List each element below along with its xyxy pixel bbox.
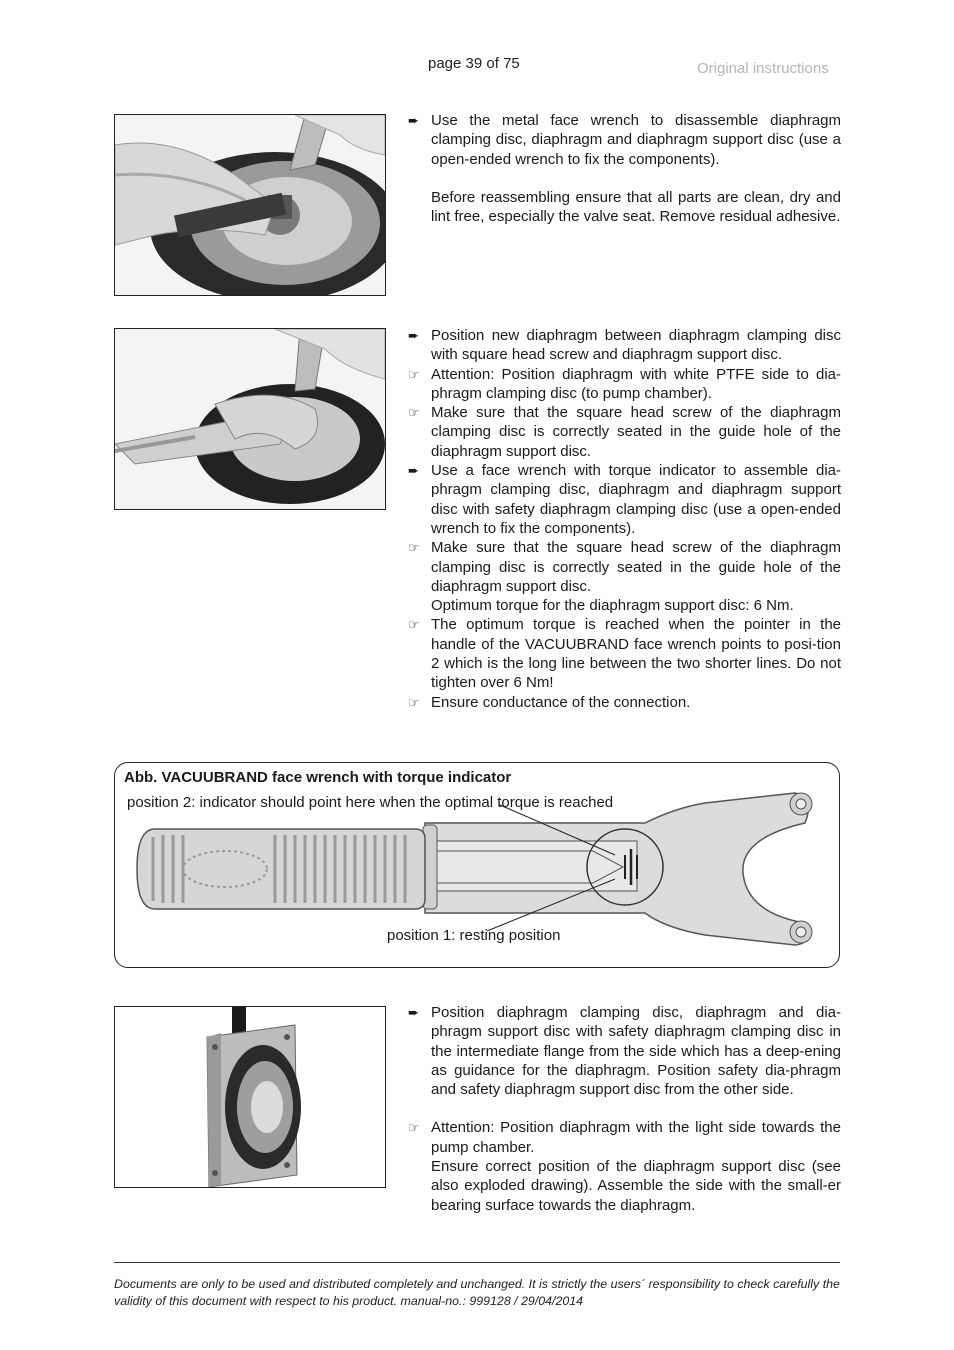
list-item-text: Make sure that the square head screw of the diaphragm clamping disc is correctly seated in the guide hole of the diaphragm support disc. bbox=[431, 404, 841, 460]
list-item bbox=[408, 693, 841, 712]
list-item-text: Attention: Position diaphragm with white PTFE side to dia-phragm clamping disc (to pump chamber). bbox=[431, 365, 841, 402]
photo-intermediate-flange bbox=[114, 1006, 386, 1188]
list-item bbox=[408, 461, 841, 538]
list-item-text: Attention: Position diaphragm with the light side towards the pump chamber. bbox=[431, 1119, 841, 1156]
pointing-hand-icon: ☞ bbox=[408, 617, 420, 633]
footer-divider bbox=[114, 1262, 840, 1263]
arrow-icon: ➨ bbox=[408, 113, 419, 128]
label-position-1: position 1: resting position bbox=[387, 927, 561, 944]
section3-text bbox=[408, 1003, 841, 1215]
photo-disassembly bbox=[114, 114, 386, 296]
list-item bbox=[408, 615, 841, 692]
list-item bbox=[408, 365, 841, 404]
figure-title: Abb. VACUUBRAND face wrench with torque indicator bbox=[124, 769, 512, 786]
list-item-text: Use the metal face wrench to disassemble diaphragm clamping disc, diaphragm and diaphragm support disc (use a open-ended wrench to fix the components). bbox=[431, 112, 841, 168]
page-number: page 39 of 75 bbox=[428, 55, 520, 72]
section1-text bbox=[408, 111, 841, 226]
label-position-2: position 2: indicator should point here when the optimal torque is reached bbox=[127, 794, 614, 811]
list-item bbox=[408, 1003, 841, 1099]
section2-text bbox=[408, 326, 841, 712]
arrow-icon: ➨ bbox=[408, 328, 419, 343]
pointing-hand-icon: ☞ bbox=[408, 1120, 420, 1136]
arrow-icon: ➨ bbox=[408, 1005, 419, 1020]
list-item bbox=[408, 403, 841, 461]
arrow-icon: ➨ bbox=[408, 463, 419, 479]
list-item-text: Use a face wrench with torque indicator to assemble dia-phragm clamping disc, diaphragm and diaphragm support disc with safety diaphragm clamping disc (use a open-ended wrench to fix the components). bbox=[431, 462, 841, 537]
pointing-hand-icon: ☞ bbox=[408, 540, 420, 556]
paragraph: Before reassembling ensure that all parts are clean, dry and lint free, especially the valve seat. Remove residual adhesive. bbox=[431, 188, 841, 226]
list-item bbox=[408, 538, 841, 596]
document-type-label: Original instructions bbox=[697, 60, 829, 77]
photo-assembly bbox=[114, 328, 386, 510]
footer-disclaimer: Documents are only to be used and distributed completely and unchanged. It is strictly the users´ responsibility to check carefully the validity of this document with respect to his product. manual-no.: 999128 / 29/04/2014 bbox=[114, 1277, 840, 1308]
list-item-text: Ensure conductance of the connection. bbox=[431, 693, 691, 711]
pointing-hand-icon: ☞ bbox=[408, 405, 420, 421]
paragraph: Ensure correct position of the diaphragm support disc (see also exploded drawing). Assemble the side with the small-er bearing surface towards the diaphragm. bbox=[431, 1158, 841, 1214]
list-item-text: Position new diaphragm between diaphragm clamping disc with square head screw and diaphragm support disc. bbox=[431, 327, 841, 364]
pointing-hand-icon: ☞ bbox=[408, 694, 420, 710]
list-item bbox=[408, 111, 841, 169]
list-item-text: The optimum torque is reached when the pointer in the handle of the VACUUBRAND face wrench points to posi-tion 2 which is the long line between the two shorter lines. Do not tighten over 6 Nm! bbox=[431, 616, 841, 692]
list-item bbox=[408, 1118, 841, 1157]
list-item bbox=[408, 326, 841, 365]
list-item-continuation: Optimum torque for the diaphragm support disc: 6 Nm. bbox=[431, 597, 794, 615]
list-item-text: Make sure that the square head screw of the diaphragm clamping disc is correctly seated in the guide hole of the diaphragm support disc. bbox=[431, 539, 841, 595]
pointing-hand-icon: ☞ bbox=[408, 366, 420, 382]
list-item-text: Position diaphragm clamping disc, diaphragm and dia-phragm support disc with safety diaphragm clamping disc in the intermediate flange from the side which has a deep-ening as guidance for the diaphragm. Position safety dia-phragm and safety diaphragm support disc from the other side. bbox=[431, 1004, 841, 1099]
